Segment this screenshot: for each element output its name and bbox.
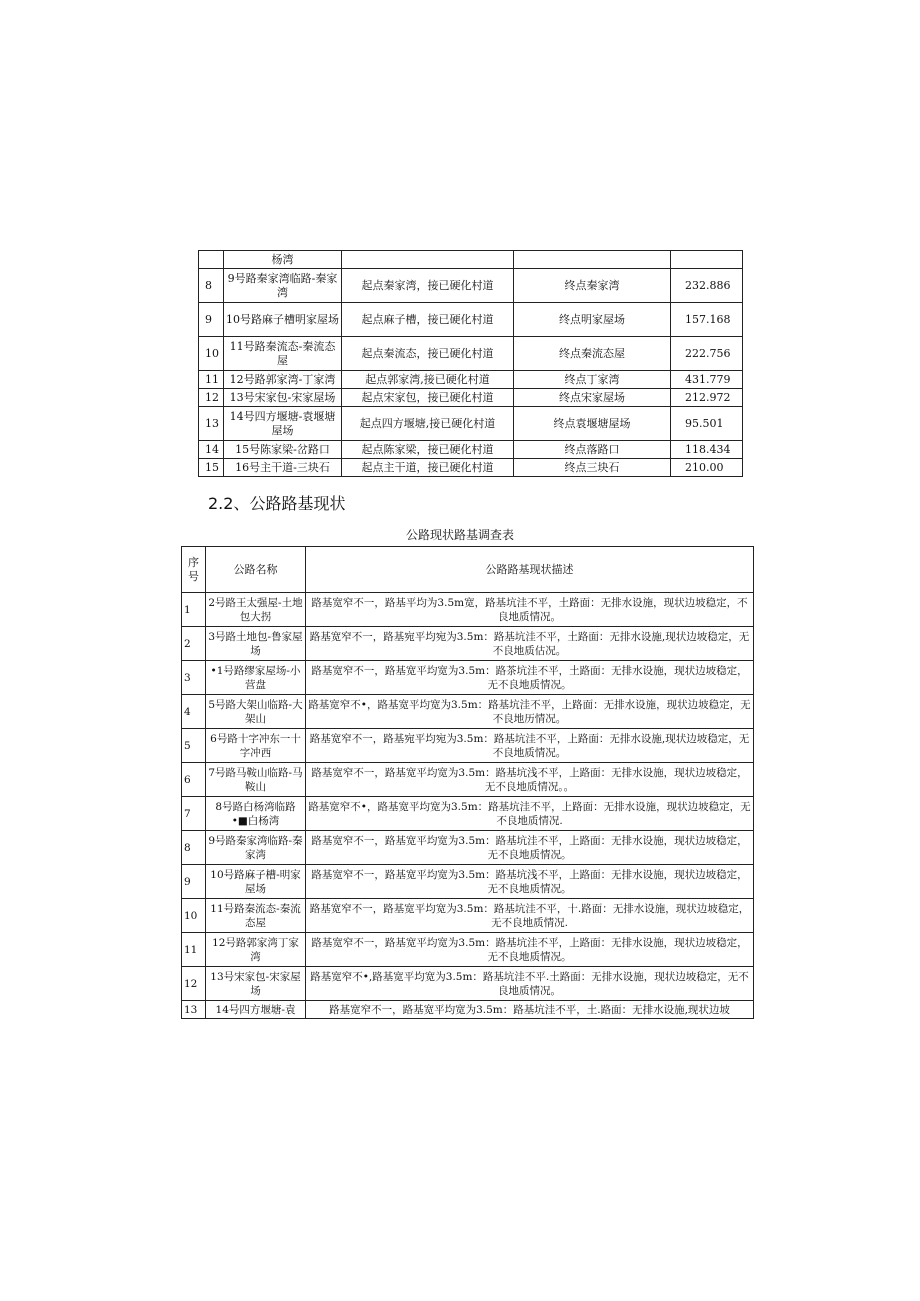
road-length: 222.756 [671, 337, 743, 371]
survey-road-name: 14号四方堰塘-袁 [206, 1001, 306, 1019]
road-name: 杨湾 [224, 251, 342, 269]
road-length: 118.434 [671, 441, 743, 459]
road-end: 终点袁堰塘屋场 [514, 407, 671, 441]
survey-road-name: 10号路麻子槽-明家屋场 [206, 865, 306, 899]
survey-row [182, 763, 754, 797]
survey-seq: 5 [182, 729, 206, 763]
survey-row [182, 831, 754, 865]
road-list-table [198, 250, 743, 477]
survey-description: 路基宽窄不一，路基宽平均宽为3.5m：路基坑洼不平，十.路面：无排水设施，现状边坡稳定，无不良地质情况. [306, 899, 754, 933]
road-start: 起点郭家湾,接已硬化村道 [342, 371, 514, 389]
road-start: 起点秦流态，接已硬化村道 [342, 337, 514, 371]
survey-row [182, 729, 754, 763]
road-row [199, 441, 743, 459]
survey-road-name: 9号路秦家湾临路-秦家湾 [206, 831, 306, 865]
survey-road-name: 7号路马鞍山临路-马鞍山 [206, 763, 306, 797]
road-length: 431.779 [671, 371, 743, 389]
road-start: 起点秦家湾，接已硬化村道 [342, 269, 514, 303]
survey-road-name: 11号路秦流态-秦流态屋 [206, 899, 306, 933]
survey-description: 路基宽窄不一，路基平均为3.5m宽，路基坑洼不平，土路面：无排水设施，现状边坡稳定，不良地质情况。 [306, 593, 754, 627]
survey-description: 路基宽窄不一，路基宽平均宽为3.5m：路茶坑洼不平，土路面：无排水设施，现状边坡稳定，无不良地质情况。 [306, 661, 754, 695]
road-list-body [199, 251, 743, 477]
road-start: 起点陈家梁，接已硬化村道 [342, 441, 514, 459]
survey-row [182, 797, 754, 831]
survey-seq: 2 [182, 627, 206, 661]
section-heading: 2.2、公路路基现状 [208, 494, 346, 513]
survey-row [182, 627, 754, 661]
road-name: 11号路秦流态-秦流态屋 [224, 337, 342, 371]
road-length: 157.168 [671, 303, 743, 337]
survey-seq: 11 [182, 933, 206, 967]
survey-seq: 12 [182, 967, 206, 1001]
road-row [199, 371, 743, 389]
road-start: 起点四方堰塘,接已硬化村道 [342, 407, 514, 441]
road-end [514, 251, 671, 269]
road-row [199, 407, 743, 441]
road-number: 10 [199, 337, 224, 371]
road-end: 终点丁家湾 [514, 371, 671, 389]
road-start [342, 251, 514, 269]
road-number: 13 [199, 407, 224, 441]
road-name: 13号宋家包-宋家屋场 [224, 389, 342, 407]
road-end: 终点秦流态屋 [514, 337, 671, 371]
road-name: 9号路秦家湾临路-秦家湾 [224, 269, 342, 303]
survey-road-name: 12号路郭家湾丁家湾 [206, 933, 306, 967]
survey-row [182, 899, 754, 933]
road-end: 终点宋家屋场 [514, 389, 671, 407]
road-start: 起点宋家包，接已硬化村道 [342, 389, 514, 407]
table-caption: 公路现状路基调查表 [405, 528, 514, 542]
survey-road-name: 13号宋家包-宋家屋场 [206, 967, 306, 1001]
header-name: 公路名称 [206, 547, 306, 593]
survey-description: 路基宽窄不•，路基宽平均宽为3.5m：路基坑洼不平，上路面：无排水设施，现状边坡稳定，无不良地质情况. [306, 797, 754, 831]
survey-description: 路基宽窄不一，路基宽平均宽为3.5m：路基坑洼不平，上路面：无排水设施，现状边坡稳定，无不良地质情况。 [306, 933, 754, 967]
survey-road-name: 3号路土地包-鲁家屋场 [206, 627, 306, 661]
survey-seq: 9 [182, 865, 206, 899]
survey-header-row [182, 547, 754, 593]
header-seq: 序号 [182, 547, 206, 593]
road-name: 12号路郭家湾-丁家湾 [224, 371, 342, 389]
road-number [199, 251, 224, 269]
road-start: 起点麻子槽，接已硬化村道 [342, 303, 514, 337]
survey-road-name: 6号路十字冲东一十字冲西 [206, 729, 306, 763]
road-end: 终点三块石 [514, 459, 671, 477]
survey-row [182, 967, 754, 1001]
road-row [199, 337, 743, 371]
survey-seq: 7 [182, 797, 206, 831]
road-length: 232.886 [671, 269, 743, 303]
survey-description: 路基宽窄不一，路基宛平均宛为3.5m：路基坑洼不平，土路面：无排水设施,现状边坡稳定，无不良地质估况。 [306, 627, 754, 661]
road-end: 终点秦家湾 [514, 269, 671, 303]
survey-row [182, 1001, 754, 1019]
survey-row [182, 933, 754, 967]
header-desc: 公路路基现状描述 [306, 547, 754, 593]
road-length: 210.00 [671, 459, 743, 477]
survey-description: 路基宽窄不一，路基宽平均宽为3.5m：路基坑洼不平，上路面：无排水设施，现状边坡稳定，无不良地质情况。 [306, 831, 754, 865]
survey-seq: 4 [182, 695, 206, 729]
survey-seq: 10 [182, 899, 206, 933]
road-row [199, 459, 743, 477]
road-name: 16号主干道-三块石 [224, 459, 342, 477]
road-row [199, 251, 743, 269]
road-row [199, 389, 743, 407]
road-name: 10号路麻子槽明家屋场 [224, 303, 342, 337]
survey-description: 路基宽窄不•，路基宽平均宽为3.5m：路基坑洼不平，上路面：无排水设施，现状边坡稳定，无不良地历情况。 [306, 695, 754, 729]
road-end: 终点明家屋场 [514, 303, 671, 337]
survey-road-name: 8号路白杨湾临路•■白杨湾 [206, 797, 306, 831]
survey-description: 路基宽窄不一，路基宽平均宽为3.5m：路基坑洼不平，土.路面：无排水设施,现状边坡 [306, 1001, 754, 1019]
survey-seq: 1 [182, 593, 206, 627]
survey-row [182, 865, 754, 899]
survey-description: 路基宽窄不一，路基宛平均宛为3.5m：路基坑洼不平，上路面：无排水设施,现状边坡稳定，无不良地质情况。 [306, 729, 754, 763]
road-length: 95.501 [671, 407, 743, 441]
road-name: 15号陈家梁-岔路口 [224, 441, 342, 459]
survey-row [182, 593, 754, 627]
survey-description: 路基宽窄不一，路基宽平均宽为3.5m：路基坑浅不平，上路面：无排水设施，现状边坡稳定，无不良地质情况。 [306, 865, 754, 899]
survey-road-name: •1号路缪家屋场-小营盘 [206, 661, 306, 695]
survey-seq: 3 [182, 661, 206, 695]
survey-road-name: 5号路大架山临路-大架山 [206, 695, 306, 729]
road-length: 212.972 [671, 389, 743, 407]
road-end: 终点落路口 [514, 441, 671, 459]
survey-row [182, 661, 754, 695]
survey-road-name: 2号路王太强屋-土地包大拐 [206, 593, 306, 627]
road-row [199, 303, 743, 337]
survey-seq: 8 [182, 831, 206, 865]
subgrade-survey-table [181, 546, 754, 1019]
road-number: 11 [199, 371, 224, 389]
road-number: 9 [199, 303, 224, 337]
survey-description: 路基宽窄不一，路基宽平均宽为3.5m：路基坑浅不平，上路面：无排水设施，现状边坡稳定，无不良地质情况。。 [306, 763, 754, 797]
road-number: 14 [199, 441, 224, 459]
road-length [671, 251, 743, 269]
road-number: 8 [199, 269, 224, 303]
survey-body [182, 547, 754, 1019]
road-name: 14号四方堰塘-袁堰塘屋场 [224, 407, 342, 441]
survey-description: 路基宽窄不•,路基宽平均宽为3.5m：路基坑洼不平.土路面：无排水设施，现状边坡稳定，无不良地质情况。 [306, 967, 754, 1001]
road-number: 15 [199, 459, 224, 477]
road-number: 12 [199, 389, 224, 407]
road-start: 起点主干道，接已硬化村道 [342, 459, 514, 477]
survey-row [182, 695, 754, 729]
survey-seq: 13 [182, 1001, 206, 1019]
road-row [199, 269, 743, 303]
survey-seq: 6 [182, 763, 206, 797]
